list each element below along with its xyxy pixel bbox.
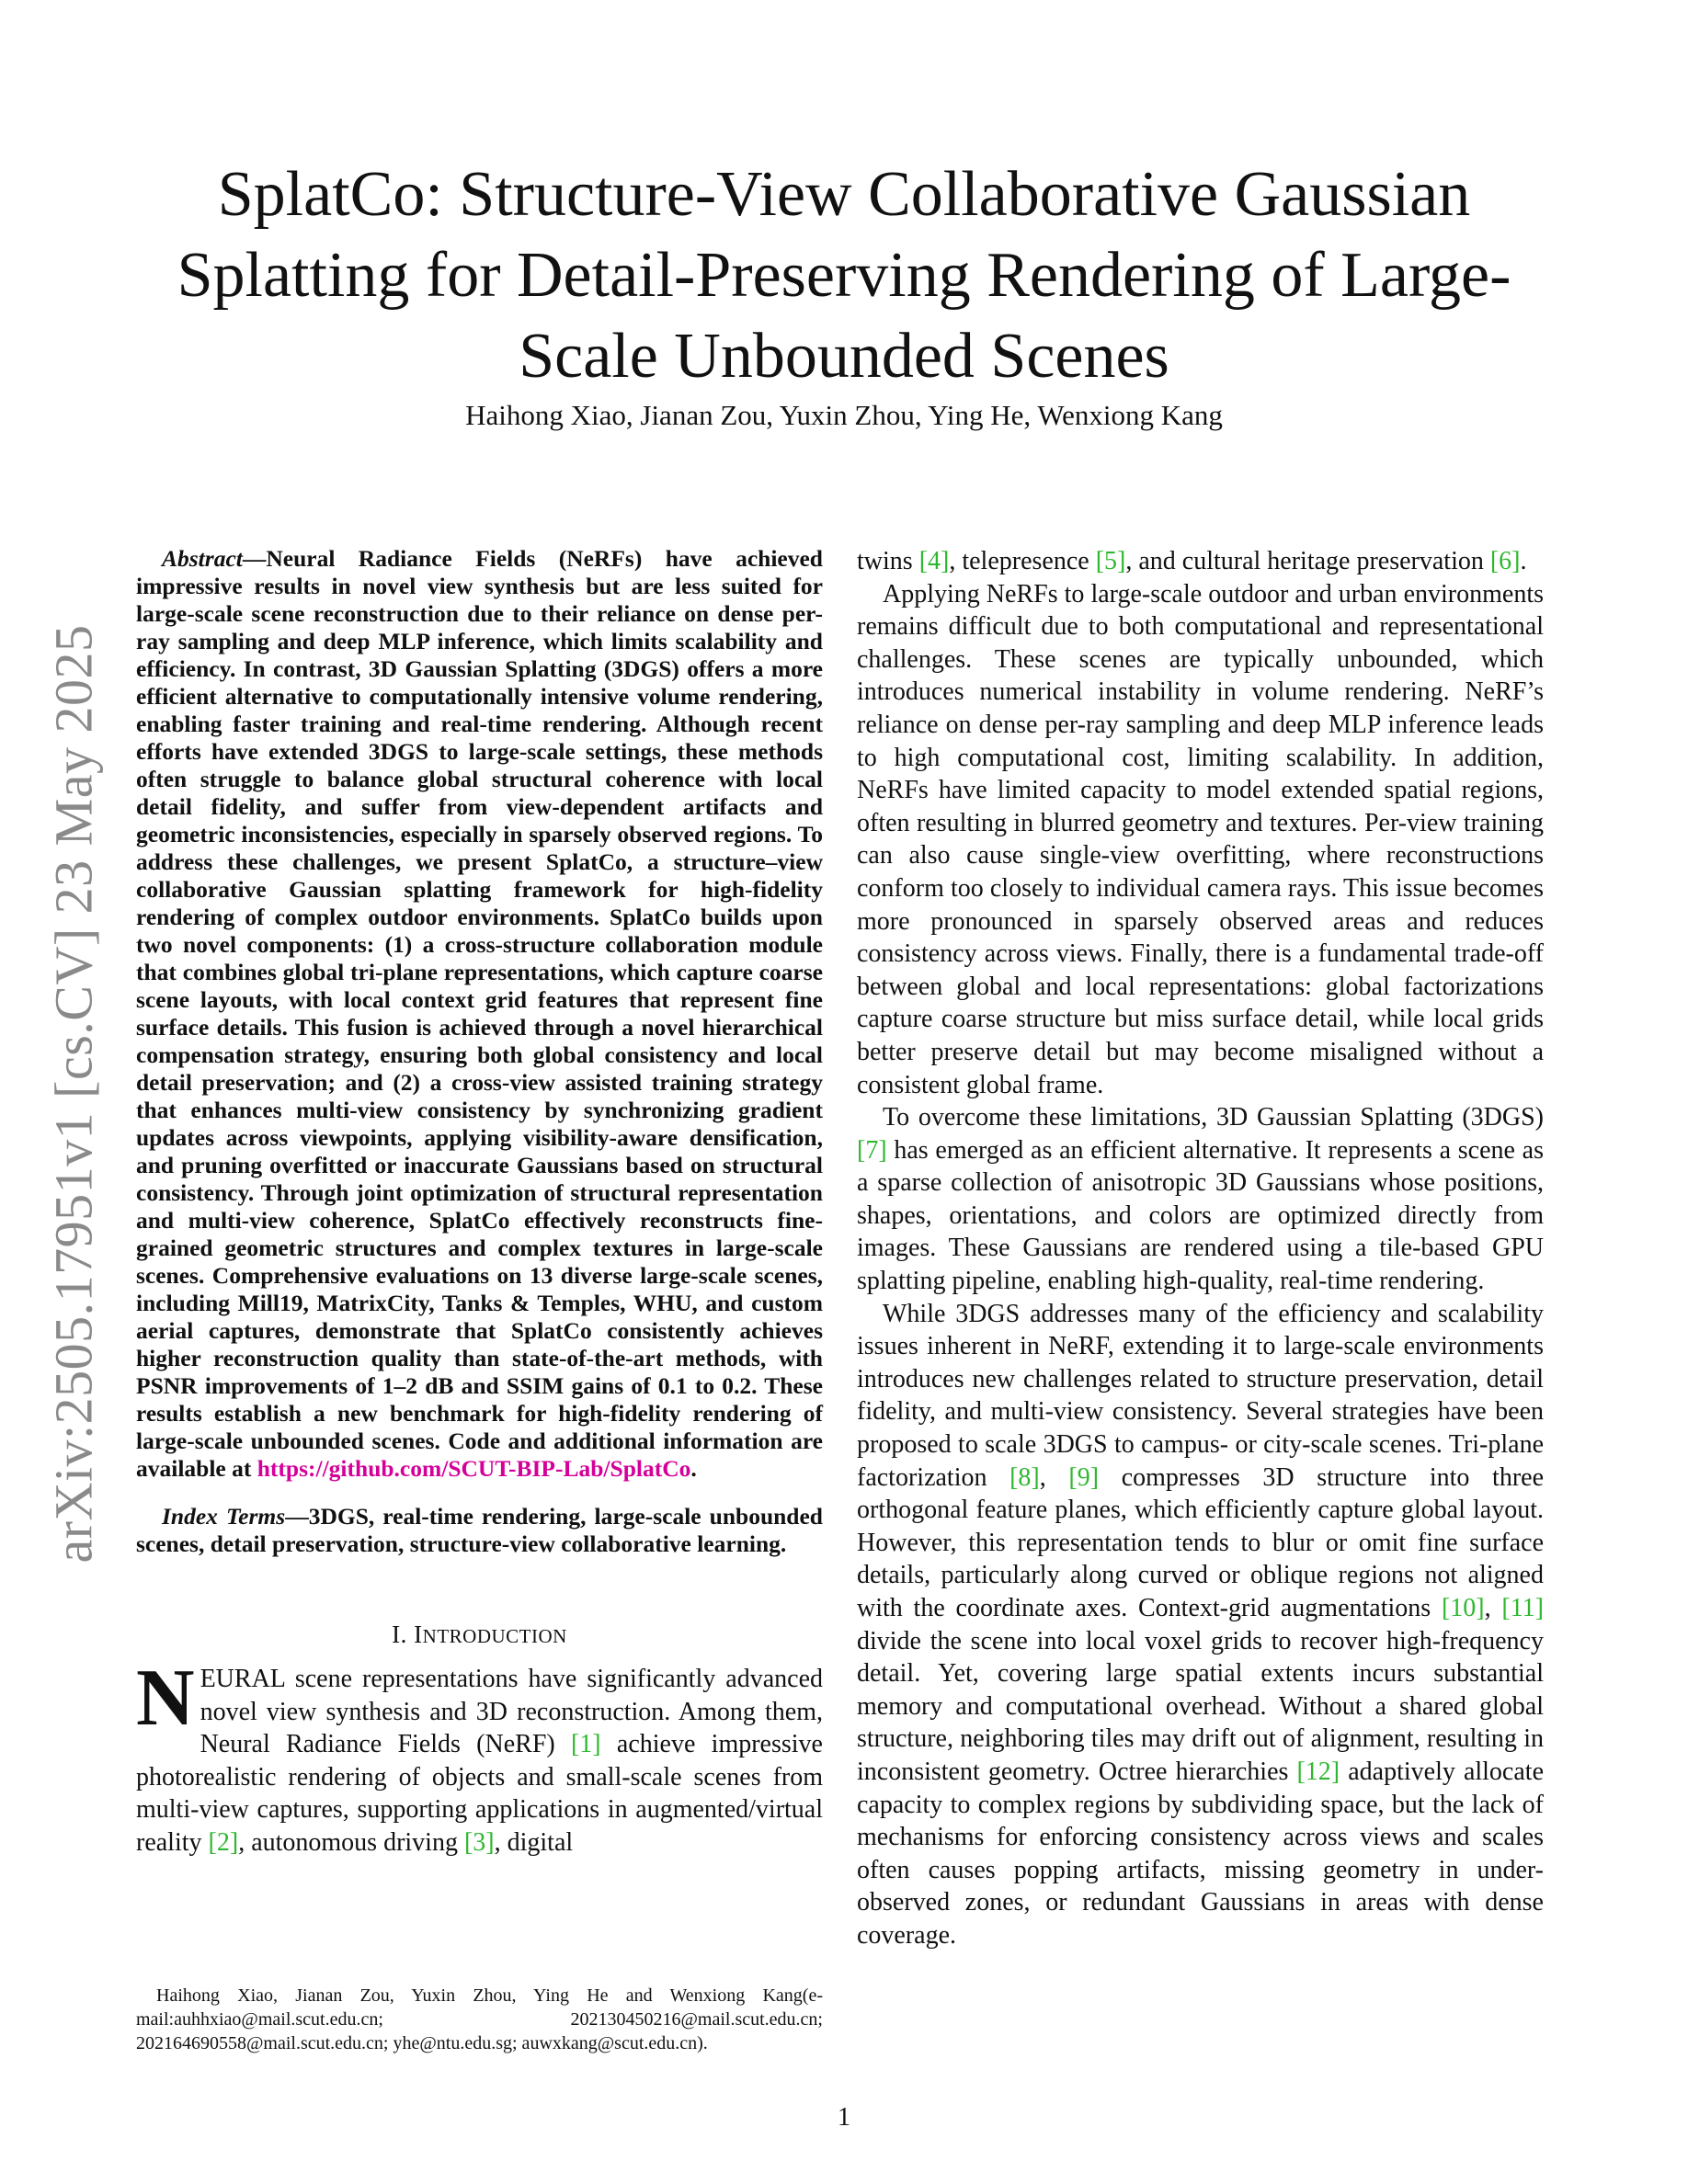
paragraph: While 3DGS addresses many of the efficiency and scalability issues inherent in NeRF, extending it to large-scale environments introduces new challenges related to structure preservation, detail fidelity, and multi-view consistency. Several strategies have been proposed to scale 3DGS to campus- or city-scale scenes. Tri-plane factorization [8], [9] compresses 3D structure into three orthogonal feature planes, which efficiently capture global layout. However, this representation tends to blur or omit fine surface details, particularly along curved or oblique regions not aligned with the coordinate axes. Context-grid augmentations [10], [11] divide the scene into local voxel grids to recover high-frequency detail. Yet, covering large spatial extents incurs substantial memory and computational overhead. Without a shared global structure, neighboring tiles may drift out of alignment, resulting in inconsistent geometry. Octree hierarchies [12] adaptively allocate capacity to complex regions by subdividing space, but the lack of mechanisms for enforcing consistency across views and scales often causes popping artifacts, missing geometry in under-observed zones, or redundant Gaussians in areas with dense coverage. bbox=[857, 1299, 1544, 1950]
abstract: Abstract—Neural Radiance Fields (NeRFs) have achieved impressive results in novel view synthesis but are less suited for large-scale scene reconstruction due to their reliance on dense per-ray sampling and deep MLP inference, which limits scalability and efficiency. In contrast, 3D Gaussian Splatting (3DGS) offers a more efficient alternative to computationally intensive volume rendering, enabling faster training and real-time rendering. Although recent efforts have extended 3DGS to large-scale settings, these methods often struggle to balance global structural coherence with local detail fidelity, and suffer from view-dependent artifacts and geometric inconsistencies, especially in sparsely observed regions. To address these challenges, we present SplatCo, a structure–view collaborative Gaussian splatting framework for high-fidelity rendering of complex outdoor environments. SplatCo builds upon two novel components: (1) a cross-structure collaboration module that combines global tri-plane representations, which capture coarse scene layouts, with local context grid features that represent fine surface details. This fusion is achieved through a novel hierarchical compensation strategy, ensuring both global consistency and local detail preservation; and (2) a cross-view assisted training strategy that enhances multi-view consistency by synchronizing gradient updates across viewpoints, applying visibility-aware densification, and pruning overfitted or inaccurate Gaussians based on structural consistency. Through joint optimization of structural representation and multi-view coherence, SplatCo effectively reconstructs fine-grained geometric structures and complex textures in large-scale scenes. Comprehensive evaluations on 13 diverse large-scale scenes, including Mill19, MatrixCity, Tanks & Temples, WHU, and custom aerial captures, demonstrate that SplatCo consistently achieves higher reconstruction quality than state-of-the-art methods, with PSNR improvements of 1–2 dB and SSIM gains of 0.1 to 0.2. These results establish a new benchmark for high-fidelity rendering of large-scale unbounded scenes. Code and additional information are available at https://github.com/SCUT-BIP-Lab/SplatCo. bbox=[136, 545, 823, 1482]
code-link[interactable]: https://github.com/SCUT-BIP-Lab/SplatCo bbox=[257, 1455, 691, 1482]
citation-link[interactable]: [8] bbox=[1009, 1462, 1040, 1492]
paragraph: twins [4], telepresence [5], and cultural heritage preservation [6]. bbox=[857, 547, 1527, 575]
abstract-heading: Abstract bbox=[162, 545, 243, 572]
citation-link[interactable]: [3] bbox=[463, 1827, 495, 1857]
citation-link[interactable]: [4] bbox=[918, 547, 950, 575]
citation-link[interactable]: [12] bbox=[1296, 1757, 1340, 1786]
left-column bbox=[136, 545, 823, 1860]
citation-link[interactable]: [5] bbox=[1095, 547, 1126, 575]
paragraph: Applying NeRFs to large-scale outdoor and urban environments remains difficult due to both computational and representational challenges. These scenes are typically unbounded, which introduces numerical instability in volume rendering. NeRF’s reliance on dense per-ray sampling and deep MLP inference leads to high computational cost, limiting scalability. In addition, NeRFs have limited capacity to model extended spatial regions, often resulting in blurred geometry and textures. Per-view training can also cause single-view overfitting, where reconstructions conform too closely to individual camera rays. This issue becomes more pronounced in sparsely observed areas and reduces consistency across views. Finally, there is a fundamental trade-off between global and local representations: global factorizations capture coarse structure but miss surface detail, while local grids better preserve detail but may become misaligned without a consistent global frame. bbox=[857, 579, 1544, 1099]
drop-cap: N bbox=[136, 1654, 195, 1743]
index-terms-text: 3DGS, real-time rendering, large-scale unbounded scenes, detail preservation, structure-view collaborative learning. bbox=[136, 1503, 823, 1557]
citation-link[interactable]: [9] bbox=[1068, 1462, 1100, 1492]
abstract-text: Neural Radiance Fields (NeRFs) have achieved impressive results in novel view synthesis but are less suited for large-scale scene reconstruction due to their reliance on dense per-ray sampling and deep MLP inference, which limits scalability and efficiency. In contrast, 3D Gaussian Splatting (3DGS) offers a more efficient alternative to computationally intensive volume rendering, enabling faster training and real-time rendering. Although recent efforts have extended 3DGS to large-scale settings, these methods often struggle to balance global structural coherence with local detail fidelity, and suffer from view-dependent artifacts and geometric inconsistencies, especially in sparsely observed regions. To address these challenges, we present SplatCo, a structure–view collaborative Gaussian splatting framework for high-fidelity rendering of complex outdoor environments. SplatCo builds upon two novel components: (1) a cross-structure collaboration module that combines global tri-plane representations, which capture coarse scene layouts, with local context grid features that represent fine surface details. This fusion is achieved through a novel hierarchical compensation strategy, ensuring both global consistency and local detail preservation; and (2) a cross-view assisted training strategy that enhances multi-view consistency by synchronizing gradient updates across viewpoints, applying visibility-aware densification, and pruning overfitted or inaccurate Gaussians based on structural consistency. Through joint optimization of structural representation and multi-view coherence, SplatCo effectively reconstructs fine-grained geometric structures and complex textures in large-scale scenes. Comprehensive evaluations on 13 diverse large-scale scenes, including Mill19, MatrixCity, Tanks & Temples, WHU, and custom aerial captures, demonstrate that SplatCo consistently achieves higher reconstruction quality than state-of-the-art methods, with PSNR improvements of 1–2 dB and SSIM gains of 0.1 to 0.2. These results establish a new benchmark for high-fidelity rendering of large-scale unbounded scenes. Code and additional information are available at bbox=[136, 545, 823, 1482]
citation-link[interactable]: [1] bbox=[570, 1730, 601, 1759]
paper-title: SplatCo: Structure-View Collaborative Gaussian Splatting for Detail-Preserving Rendering of Large-Scale Unbounded Scenes bbox=[177, 159, 1511, 392]
section-heading-introduction: I. INTRODUCTION bbox=[392, 1621, 567, 1648]
intro-paragraph: NEURAL scene representations have significantly advanced novel view synthesis and 3D reconstruction. Among them, Neural Radiance Fields (NeRF) [1] achieve impressive photorealistic rendering of objects and small-scale scenes from multi-view captures, supporting applications in augmented/virtual reality [2], autonomous driving [3], digital bbox=[136, 1654, 823, 1857]
paragraph: To overcome these limitations, 3D Gaussian Splatting (3DGS) [7] has emerged as an efficient alternative. It represents a scene as a sparse collection of anisotropic 3D Gaussians whose positions, shapes, orientations, and colors are optimized directly from images. These Gaussians are rendered using a tile-based GPU splatting pipeline, enabling high-quality, real-time rendering. bbox=[857, 1103, 1544, 1296]
index-terms-heading: Index Terms bbox=[162, 1503, 286, 1530]
index-terms: Index Terms—3DGS, real-time rendering, large-scale unbounded scenes, detail preservation, structure-view collaborative learning. bbox=[136, 1503, 823, 1557]
citation-link[interactable]: [11] bbox=[1501, 1594, 1544, 1622]
citation-link[interactable]: [10] bbox=[1441, 1594, 1485, 1622]
author-list: Haihong Xiao, Jianan Zou, Yuxin Zhou, Ying He, Wenxiong Kang bbox=[465, 399, 1223, 431]
author-footnote: Haihong Xiao, Jianan Zou, Yuxin Zhou, Ying He and Wenxiong Kang(e-mail:auhhxiao@mail.scut.edu.cn; 202130450216@mail.scut.edu.cn; 202164690558@mail.scut.edu.cn; yhe@ntu.edu.sg; auwxkang@scut.edu.cn). bbox=[136, 1985, 823, 2053]
arxiv-sidebar bbox=[18, 588, 129, 1599]
citation-link[interactable]: [2] bbox=[208, 1827, 239, 1857]
citation-link[interactable]: [6] bbox=[1489, 547, 1521, 575]
arxiv-identifier: arXiv:2505.17951v1 [cs.CV] 23 May 2025 bbox=[43, 624, 104, 1564]
citation-link[interactable]: [7] bbox=[857, 1135, 887, 1165]
page-number: 1 bbox=[838, 2103, 850, 2132]
right-column bbox=[857, 545, 1544, 1952]
